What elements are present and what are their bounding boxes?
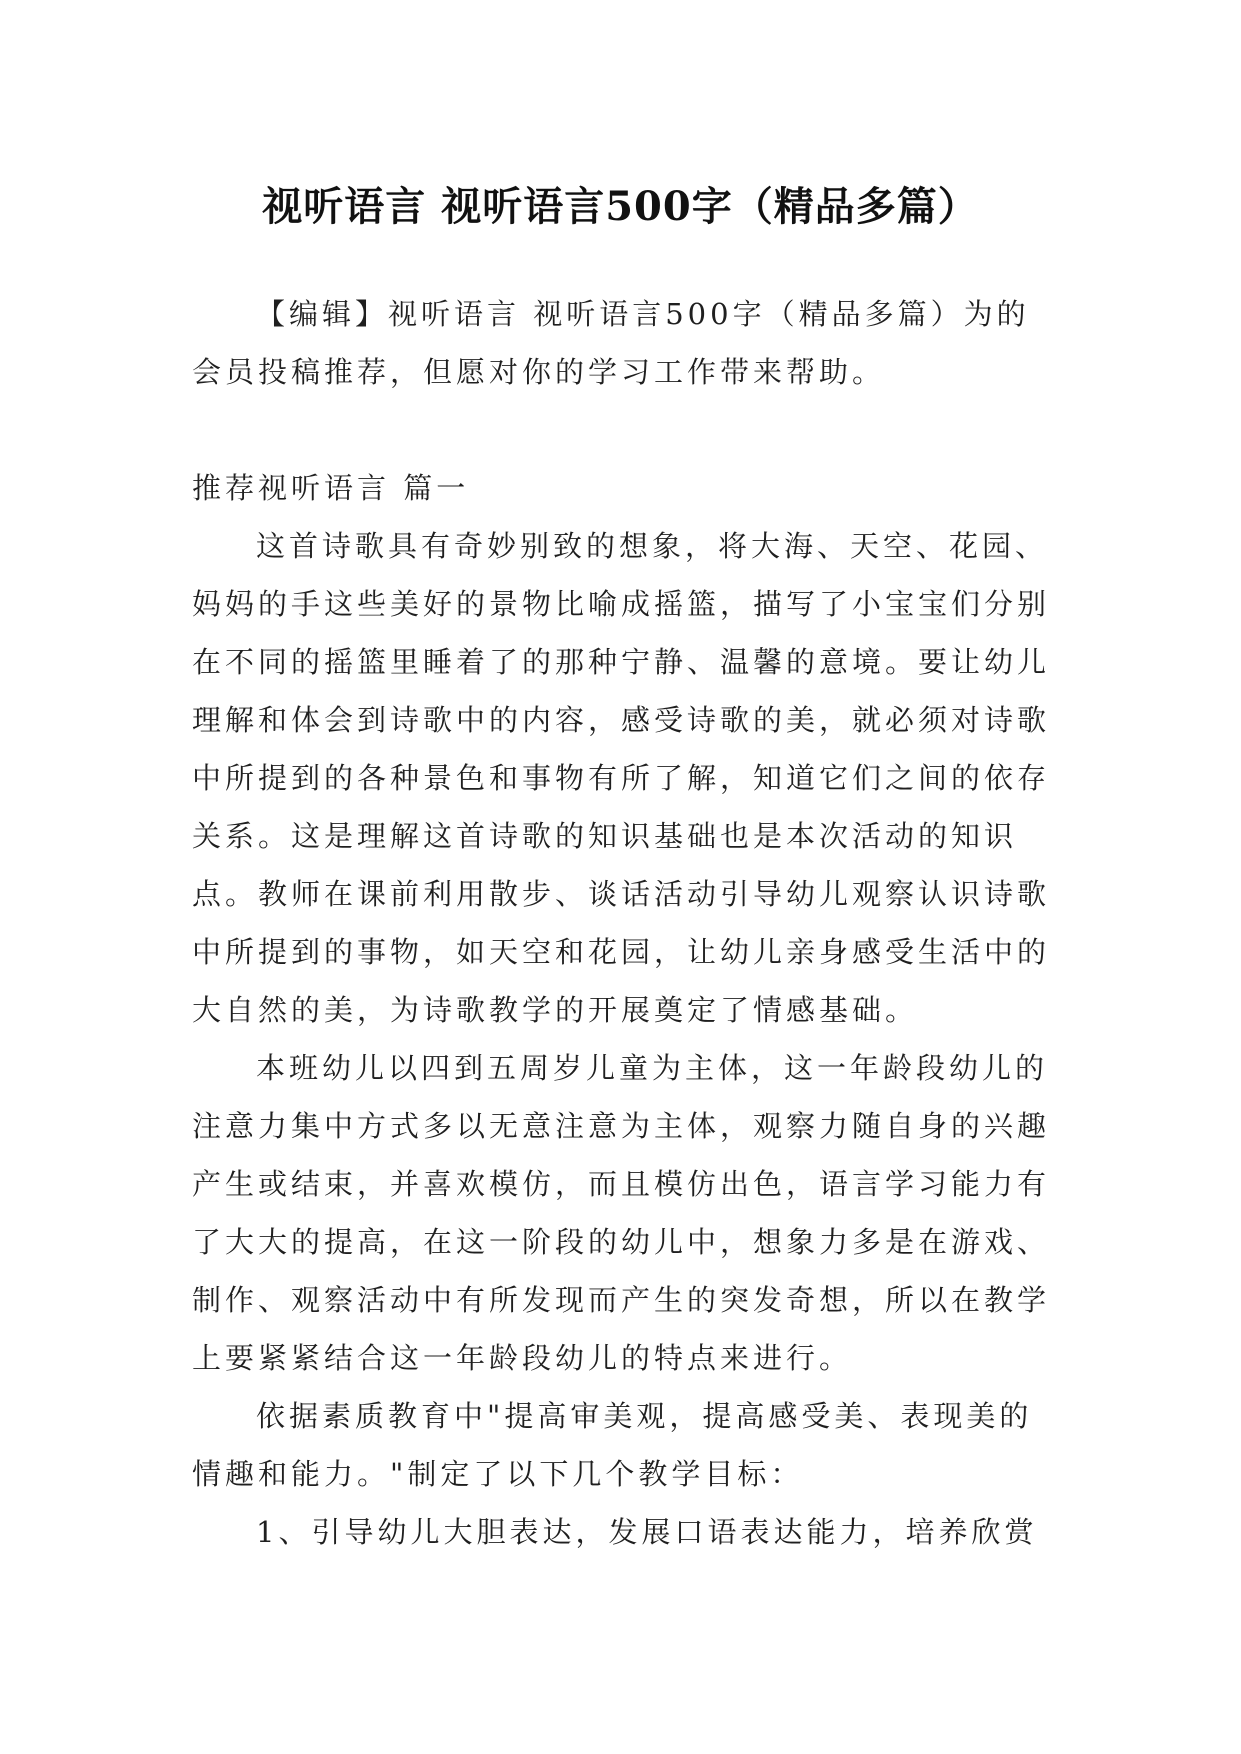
intro-paragraph: 【编辑】视听语言 视听语言500字（精品多篇）为的会员投稿推荐，但愿对你的学习工作带来帮助。: [192, 297, 1030, 389]
document-title: 视听语言 视听语言500字（精品多篇）: [262, 182, 979, 230]
paragraph-3: 依据素质教育中"提高审美观，提高感受美、表现美的情趣和能力。"制定了以下几个教学目标：: [192, 1399, 1033, 1491]
paragraph-4: 1、引导幼儿大胆表达，发展口语表达能力，培养欣赏: [256, 1515, 1038, 1549]
intro-block: [192, 285, 1052, 401]
paragraph-2: 本班幼儿以四到五周岁儿童为主体，这一年龄段幼儿的注意力集中方式多以无意注意为主体，观察力随自身的兴趣产生或结束，并喜欢模仿，而且模仿出色，语言学习能力有了大大的提高，在这一阶段的幼儿中，想象力多是在游戏、制作、观察活动中有所发现而产生的突发奇想，所以在教学上要紧紧结合这一年龄段幼儿的特点来进行。: [192, 1051, 1051, 1375]
paragraph-1: 这首诗歌具有奇妙别致的想象，将大海、天空、花园、妈妈的手这些美好的景物比喻成摇篮，描写了小宝宝们分别在不同的摇篮里睡着了的那种宁静、温馨的意境。要让幼儿理解和体会到诗歌中的内容，感受诗歌的美，就必须对诗歌中所提到的各种景色和事物有所了解，知道它们之间的依存关系。这是理解这首诗歌的知识基础也是本次活动的知识点。教师在课前利用散步、谈话活动引导幼儿观察认识诗歌中所提到的事物，如天空和花园，让幼儿亲身感受生活中的大自然的美，为诗歌教学的开展奠定了情感基础。: [192, 529, 1051, 1027]
section-one: [192, 459, 1052, 1561]
section-heading: 推荐视听语言 篇一: [192, 471, 470, 505]
